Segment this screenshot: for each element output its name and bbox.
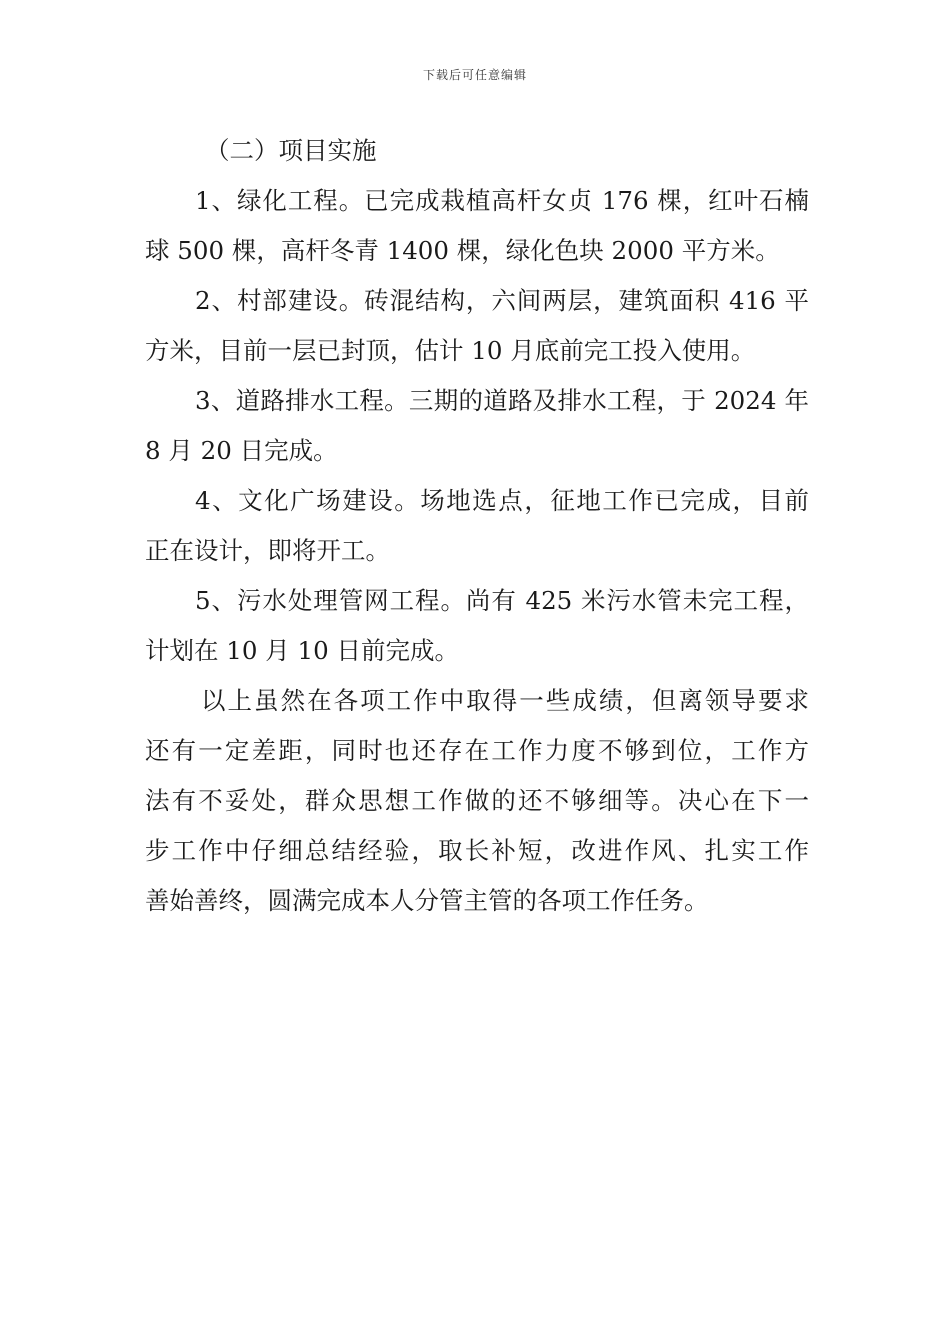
item-line: 8 月 20 日完成。 bbox=[145, 436, 338, 465]
item-line: 计划在 10 月 10 日前完成。 bbox=[145, 636, 460, 665]
item-line: 1、绿化工程。已完成栽植高杆女贞 176 棵，红叶石楠 bbox=[195, 186, 809, 215]
section-heading: （二）项目实施 bbox=[205, 136, 377, 165]
summary-line: 还有一定差距，同时也还存在工作力度不够到位，工作方 bbox=[145, 736, 809, 765]
item-line: 球 500 棵，高杆冬青 1400 棵，绿化色块 2000 平方米。 bbox=[145, 236, 780, 265]
item-village-building bbox=[145, 276, 809, 376]
summary-line: 以上虽然在各项工作中取得一些成绩，但离领导要求 bbox=[201, 686, 809, 715]
item-sewage-network bbox=[145, 576, 809, 676]
document-body bbox=[145, 126, 809, 926]
summary-line: 步工作中仔细总结经验，取长补短，改进作风、扎实工作 bbox=[145, 836, 809, 865]
item-line: 正在设计，即将开工。 bbox=[145, 536, 390, 565]
item-road-drainage bbox=[145, 376, 809, 476]
item-greening bbox=[145, 176, 809, 276]
header-note: 下载后可任意编辑 bbox=[422, 68, 527, 82]
summary-line: 法有不妥处，群众思想工作做的还不够细等。决心在下一 bbox=[145, 786, 809, 815]
summary-line: 善始善终，圆满完成本人分管主管的各项工作任务。 bbox=[145, 886, 709, 915]
summary-paragraph bbox=[145, 676, 809, 926]
item-culture-square bbox=[145, 476, 809, 576]
item-line: 4、文化广场建设。场地选点，征地工作已完成，目前 bbox=[195, 486, 809, 515]
item-line: 3、道路排水工程。三期的道路及排水工程，于 2024 年 bbox=[195, 386, 809, 415]
item-line: 方米，目前一层已封顶，估计 10 月底前完工投入使用。 bbox=[145, 336, 756, 365]
item-line: 2、村部建设。砖混结构，六间两层，建筑面积 416 平 bbox=[195, 286, 809, 315]
item-line: 5、污水处理管网工程。尚有 425 米污水管未完工程， bbox=[195, 586, 809, 615]
